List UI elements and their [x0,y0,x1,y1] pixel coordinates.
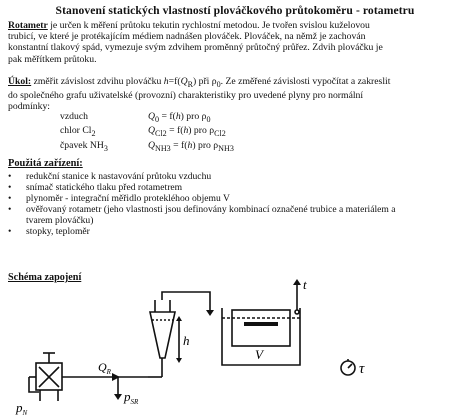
condition-formula [148,125,226,139]
formula-q-sub: 0 [155,114,160,124]
equipment-item [8,204,460,226]
page-title: Stanovení statických vlastností plováčkového průtokoměru - rotametru [55,4,415,17]
thermometer-bulb [295,310,299,314]
formula-mid: = f( [159,111,176,122]
condition-gas [60,111,148,125]
goal-label: Úkol: [8,76,32,87]
formula-end: ) pro ρ [188,125,215,137]
equipment-item-text: ověřovaný rotametr (jeho vlastnosti jsou definovány kombinací označené trubice a materiálem a [26,204,396,216]
goal-q-sub: R [187,79,193,89]
label-v: V [255,347,263,362]
gas-name: vzduch [60,111,88,122]
label-tau: τ [359,361,365,377]
gas-name: čpavek NH [60,139,104,151]
formula-h: h [187,139,193,151]
goal-h: h [163,76,169,87]
gas-sub: 2 [91,129,96,139]
thermometer-arrow-icon [293,279,301,285]
label-qr-sub: R [106,368,111,376]
intro-line-4: pak měřítkem průtoku. [8,53,97,65]
condition-row [60,125,234,139]
label-h: h [183,333,190,348]
conditions-list [60,111,234,154]
gasmeter-drum [232,310,290,346]
flow-arrow-icon [112,373,120,381]
formula-q: Q [148,111,155,122]
goal-line-2: do společného grafu uživatelské (provozní) charakteristiky pro uvedené plyny pro normální [8,90,364,102]
valve-symbol [39,367,59,387]
rotameter-tube [150,312,175,358]
rotameter-top [155,300,170,312]
equipment-item: • stopky, teploměr [8,226,460,237]
formula-rho-sub: NH3 [218,143,234,153]
label-pn [15,400,28,417]
condition-row [60,111,234,125]
h-arrow-down-icon [176,358,182,363]
condition-formula [148,140,234,154]
goal-q: Q [180,76,188,87]
goal-paragraph [8,76,464,113]
equipment-heading: Použitá zařízení: [8,158,83,169]
condition-formula [148,111,211,125]
formula-rho-sub: 0 [206,114,211,124]
equipment-item-continuation: tvarem plováčku) [26,215,94,227]
label-pn-main: p [16,400,23,415]
formula-h: h [175,111,181,122]
goal-text-d: . Ze změřené závislosti vypočítat a zakreslit [220,76,391,87]
goal-line-3: podmínky: [8,101,50,113]
intro-line-3: konstantní tlakový spád, vymezuje svým zdvihem proměnný průtočný průřez. Zdvih plováčku je [8,42,383,54]
formula-mid: = f( [166,125,184,137]
schema-heading: Schéma zapojení [8,272,82,283]
intro-line-2: trubicí, ve které je protékajícím médiem nadnášen plováček. Plováček, na němž je zachován [8,31,366,43]
goal-text-b: =f( [168,76,181,87]
intro-term: Rotametr [8,20,48,31]
label-psr-main: p [124,389,131,404]
intro-line-1-text: je určen k měření průtoku tekutin rychlostní metodou. Je tvořen svislou kuželovou [47,20,370,31]
formula-mid: = f( [170,139,188,151]
intro-line-1 [8,20,464,31]
station-legs [40,390,58,401]
gas-name: chlor Cl [60,125,92,137]
formula-rho-sub: Cl2 [214,129,226,139]
formula-end: ) pro ρ [180,111,207,122]
goal-line-1 [8,76,464,90]
label-t: t [303,277,307,292]
formula-q-sub: NH3 [155,143,171,153]
label-psr [123,389,139,406]
pressure-arrow-icon [114,394,122,400]
formula-end: ) pro ρ [192,139,219,151]
equipment-list [8,171,460,238]
equipment-item: • plynoměr - integrační měřidlo protekléhoo objemu V [8,193,460,204]
drum-scale [244,322,278,326]
label-qr-main: Q [98,360,107,374]
formula-q-sub: Cl2 [155,129,167,139]
label-pn-sub: N [22,409,28,417]
goal-text-c: ) při ρ [192,76,217,87]
formula-q: Q [148,139,155,151]
goal-rho-sub: 0 [216,79,221,89]
goal-text-a: změřit závislost zdvihu plováčku [31,76,164,87]
label-psr-sub: SR [130,398,139,406]
formula-q: Q [148,125,155,137]
condition-row [60,140,234,154]
condition-gas [60,140,148,154]
h-arrow-up-icon [176,316,182,321]
stopwatch-hand [348,364,352,368]
equipment-item: • snímač statického tlaku před rotametrem [8,182,460,193]
equipment-item: • redukční stanice k nastavování průtoku vzduchu [8,171,460,182]
connection-diagram [0,270,470,420]
intro-paragraph [8,20,464,65]
condition-gas [60,125,148,139]
gas-sub: 3 [103,143,108,153]
label-qr [98,360,112,376]
formula-h: h [183,125,189,137]
gas-arrow-icon [206,310,214,316]
